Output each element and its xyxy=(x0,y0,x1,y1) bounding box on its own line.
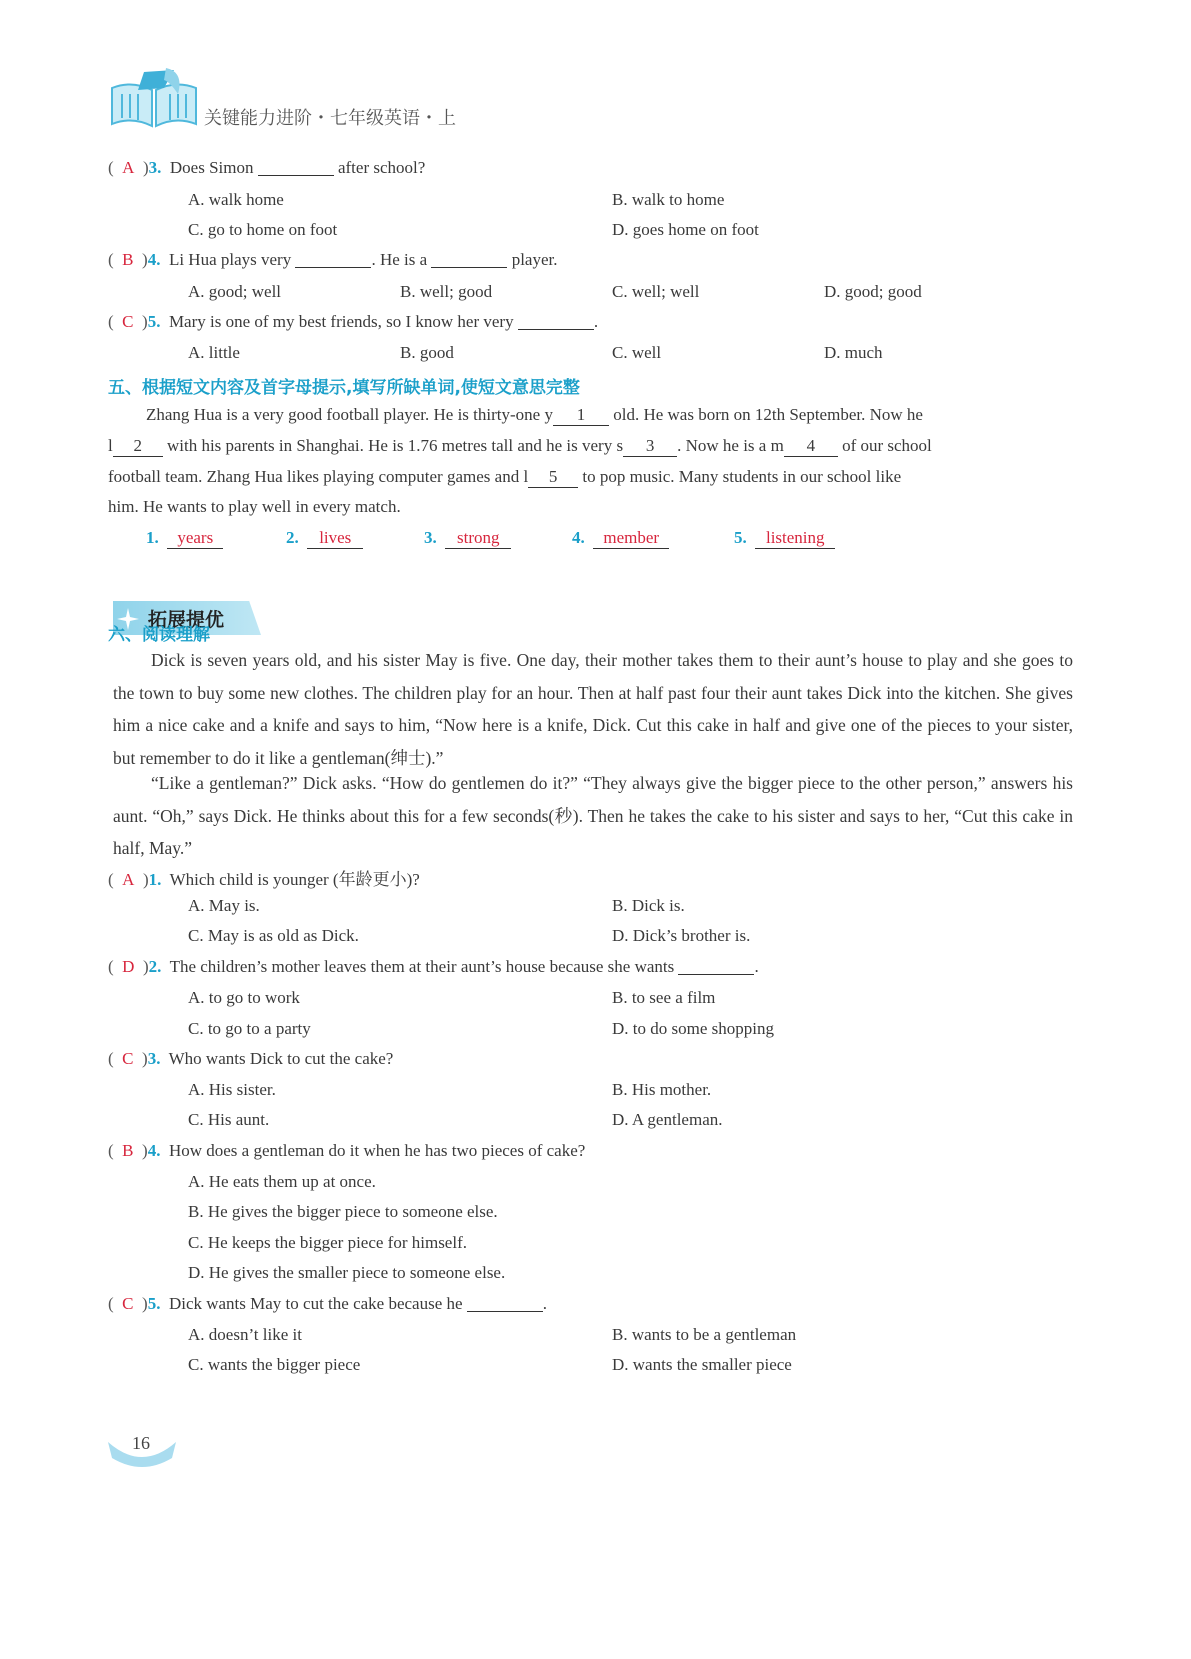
option-b: B. good xyxy=(400,343,454,362)
page-number: 16 xyxy=(132,1433,150,1453)
question-number: 3. xyxy=(148,158,162,177)
question-stem-end: after school? xyxy=(337,158,426,177)
section-5-title: 五、根据短文内容及首字母提示,填写所缺单词,使短文意思完整 xyxy=(108,378,580,398)
option-c: C. He keeps the bigger piece for himself. xyxy=(188,1233,467,1252)
answer-blank xyxy=(467,1294,543,1312)
question-stem: How does a gentleman do it when he has two pieces of cake? xyxy=(168,1141,586,1160)
option-b: B. Dick is. xyxy=(612,896,685,915)
answer-blank xyxy=(431,250,507,268)
option-d: D. to do some shopping xyxy=(612,1019,774,1038)
option-b: B. well; good xyxy=(400,282,493,301)
cloze-answer-1: 1. years xyxy=(146,528,223,549)
option-d: D. goes home on foot xyxy=(612,220,759,239)
reading-question-4: ( B )4. How does a gentleman do it when he has two pieces of cake? xyxy=(108,1141,586,1160)
cloze-answer-4: 4. member xyxy=(572,528,669,549)
hint-letter: y xyxy=(544,405,553,424)
question-3: ( A )3. Does Simon after school? xyxy=(108,158,426,177)
option-b: B. He gives the bigger piece to someone else. xyxy=(188,1202,498,1221)
cloze-answer-5: 5. listening xyxy=(734,528,835,549)
question-stem: Dick wants May to cut the cake because he xyxy=(168,1294,463,1313)
banner-label: 拓展提优 xyxy=(148,609,225,631)
answer-blank xyxy=(518,312,594,330)
option-a: A. He eats them up at once. xyxy=(188,1172,376,1191)
hint-letter: l xyxy=(108,436,113,455)
option-c: C. well xyxy=(612,343,662,362)
question-stem: Does Simon xyxy=(169,158,254,177)
option-a: A. May is. xyxy=(188,896,260,915)
question-stem: The children’s mother leaves them at their aunt’s house because she wants xyxy=(169,957,675,976)
answer-letter: A xyxy=(122,158,135,177)
reading-paragraph-1: Dick is seven years old, and his sister May is five. One day, their mother takes them to their aunt’s house to play and she goes to the town to buy some new clothes. The children play for an hour. Then at half past four their aunt takes Dick into the kitchen. She gives him a nice cake and a knife and says to him, “Now here is a knife, Dick. Cut this cake in half and give one of the pieces to your sister, but remember to do it like a gentleman(绅士).” xyxy=(113,650,1073,768)
option-d: D. Dick’s brother is. xyxy=(612,926,751,945)
option-c: C. wants the bigger piece xyxy=(188,1355,361,1374)
answer-letter: C xyxy=(122,1049,134,1068)
option-d: D. He gives the smaller piece to someone else. xyxy=(188,1263,506,1282)
option-d: D. A gentleman. xyxy=(612,1110,723,1129)
option-b: B. walk to home xyxy=(612,190,725,209)
option-a: A. to go to work xyxy=(188,988,300,1007)
option-a: A. little xyxy=(188,343,240,362)
question-stem: Mary is one of my best friends, so I know her very xyxy=(168,312,514,331)
answer-letter: A xyxy=(122,870,135,889)
option-b: B. wants to be a gentleman xyxy=(612,1325,797,1344)
option-a: A. doesn’t like it xyxy=(188,1325,302,1344)
answer-letter: C xyxy=(122,312,134,331)
option-a: A. good; well xyxy=(188,282,282,301)
question-stem: Which child is younger (年龄更小)? xyxy=(169,870,420,889)
option-c: C. His aunt. xyxy=(188,1110,270,1129)
answer-blank xyxy=(678,957,754,975)
cloze-line-4: him. He wants to play well in every match. xyxy=(108,497,401,516)
option-d: D. much xyxy=(824,343,883,362)
answer-letter: B xyxy=(122,1141,134,1160)
question-5: ( C )5. Mary is one of my best friends, so I know her very . xyxy=(108,312,599,331)
option-b: B. His mother. xyxy=(612,1080,712,1099)
question-stem: Who wants Dick to cut the cake? xyxy=(168,1049,394,1068)
hint-letter: m xyxy=(770,436,784,455)
option-b: B. to see a film xyxy=(612,988,716,1007)
reading-paragraph-2: “Like a gentleman?” Dick asks. “How do gentlemen do it?” “They always give the bigger piece to the other person,” answers his aunt. “Oh,” says Dick. He thinks about this for a few seconds(秒). Then he takes the cake to his sister and says to her, “Cut this cake in half, May.” xyxy=(113,773,1073,858)
answer-blank xyxy=(295,250,371,268)
question-number: 5. xyxy=(147,312,161,331)
question-stem-end: . xyxy=(593,312,599,331)
option-d: D. wants the smaller piece xyxy=(612,1355,792,1374)
answer-letter: C xyxy=(122,1294,134,1313)
answer-letter: D xyxy=(122,957,135,976)
cloze-blank-3: 3 xyxy=(623,436,677,457)
hint-letter: s xyxy=(616,436,624,455)
reading-question-2: ( D )2. The children’s mother leaves them at their aunt’s house because she wants . xyxy=(108,957,759,976)
option-a: A. His sister. xyxy=(188,1080,276,1099)
book-logo-icon xyxy=(108,68,200,130)
question-stem-mid: . He is a xyxy=(371,250,428,269)
hint-letter: l xyxy=(523,467,529,486)
question-number: 4. xyxy=(147,250,161,269)
cloze-blank-4: 4 xyxy=(784,436,838,457)
question-stem: Li Hua plays very xyxy=(168,250,292,269)
cloze-line-3: football team. Zhang Hua likes playing computer games and l 5 to pop music. Many students in our school like xyxy=(108,467,902,486)
cloze-blank-2: 2 xyxy=(113,436,163,457)
reading-question-1: ( A )1. Which child is younger (年龄更小)? xyxy=(108,870,420,889)
cloze-blank-5: 5 xyxy=(528,467,578,488)
answer-blank xyxy=(258,158,334,176)
cloze-answer-3: 3. strong xyxy=(424,528,511,549)
reading-question-5: ( C )5. Dick wants May to cut the cake because he . xyxy=(108,1294,548,1313)
question-4: ( B )4. Li Hua plays very . He is a player. xyxy=(108,250,558,269)
cloze-line-1: Zhang Hua is a very good football player. He is thirty-one y 1 old. He was born on 12th September. Now he xyxy=(146,405,923,424)
option-c: C. May is as old as Dick. xyxy=(188,926,359,945)
section-6-title: 六、阅读理解 xyxy=(108,625,210,645)
question-stem-end: player. xyxy=(511,250,558,269)
answer-letter: B xyxy=(122,250,134,269)
cloze-line-2: l 2 with his parents in Shanghai. He is 1.76 metres tall and he is very s 3 . Now he is a m 4 of our school xyxy=(108,436,932,455)
reading-question-3: ( C )3. Who wants Dick to cut the cake? xyxy=(108,1049,394,1068)
option-a: A. walk home xyxy=(188,190,284,209)
option-c: C. go to home on foot xyxy=(188,220,338,239)
cloze-answer-2: 2. lives xyxy=(286,528,363,549)
cloze-blank-1: 1 xyxy=(553,405,609,426)
header-title: 关键能力进阶・七年级英语・上 xyxy=(204,108,456,129)
option-c: C. to go to a party xyxy=(188,1019,311,1038)
option-d: D. good; good xyxy=(824,282,922,301)
option-c: C. well; well xyxy=(612,282,700,301)
